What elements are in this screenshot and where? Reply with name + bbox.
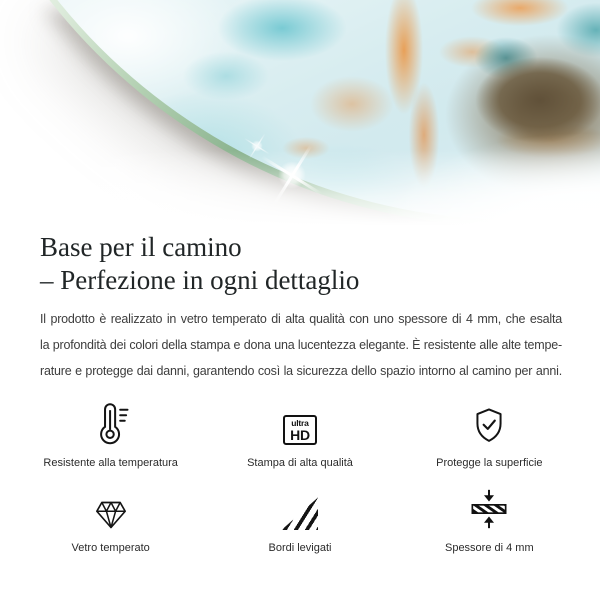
feature-item-print-quality [205, 401, 394, 470]
thickness-icon [469, 486, 509, 530]
description-line: la profondità dei colori della stampa e dona una lucentezza elegante. È resistente alle alte tempe- [40, 338, 562, 352]
ultra-hd-badge-bottom: HD [290, 426, 310, 443]
thermometer-icon [92, 401, 130, 445]
description-line: rature e protegge dai danni, garantendo così la sicurezza dello spazio intorno al camino per anni. [40, 364, 562, 378]
feature-item-tempered-glass [16, 486, 205, 555]
polished-edges-icon [281, 486, 318, 530]
shield-check-icon [470, 401, 508, 445]
feature-item-thickness [395, 486, 584, 555]
ultra-hd-badge-top: ultra [291, 417, 309, 428]
feature-item-temperature [16, 401, 205, 470]
page-title-line-2: – Perfezione in ogni dettaglio [40, 265, 360, 295]
feature-label: Bordi levigati [268, 542, 332, 554]
feature-label: Stampa di alta qualità [247, 457, 353, 469]
description-line: Il prodotto è realizzato in vetro temperato di alta qualità con uno spessore di 4 mm, che esalta [40, 312, 562, 326]
feature-label: Vetro temperato [71, 542, 150, 554]
product-hero-image [0, 0, 600, 228]
product-description [40, 306, 562, 384]
page-title [40, 231, 359, 297]
diamond-icon [91, 486, 131, 530]
feature-label: Resistente alla temperatura [43, 457, 178, 469]
feature-grid [0, 401, 600, 555]
ultra-hd-icon [283, 401, 317, 445]
feature-item-protection [395, 401, 584, 470]
feature-label: Spessore di 4 mm [444, 542, 534, 554]
page-title-line-1: Base per il camino [40, 232, 242, 262]
feature-item-polished-edges [205, 486, 394, 555]
feature-label: Protegge la superficie [436, 457, 543, 469]
